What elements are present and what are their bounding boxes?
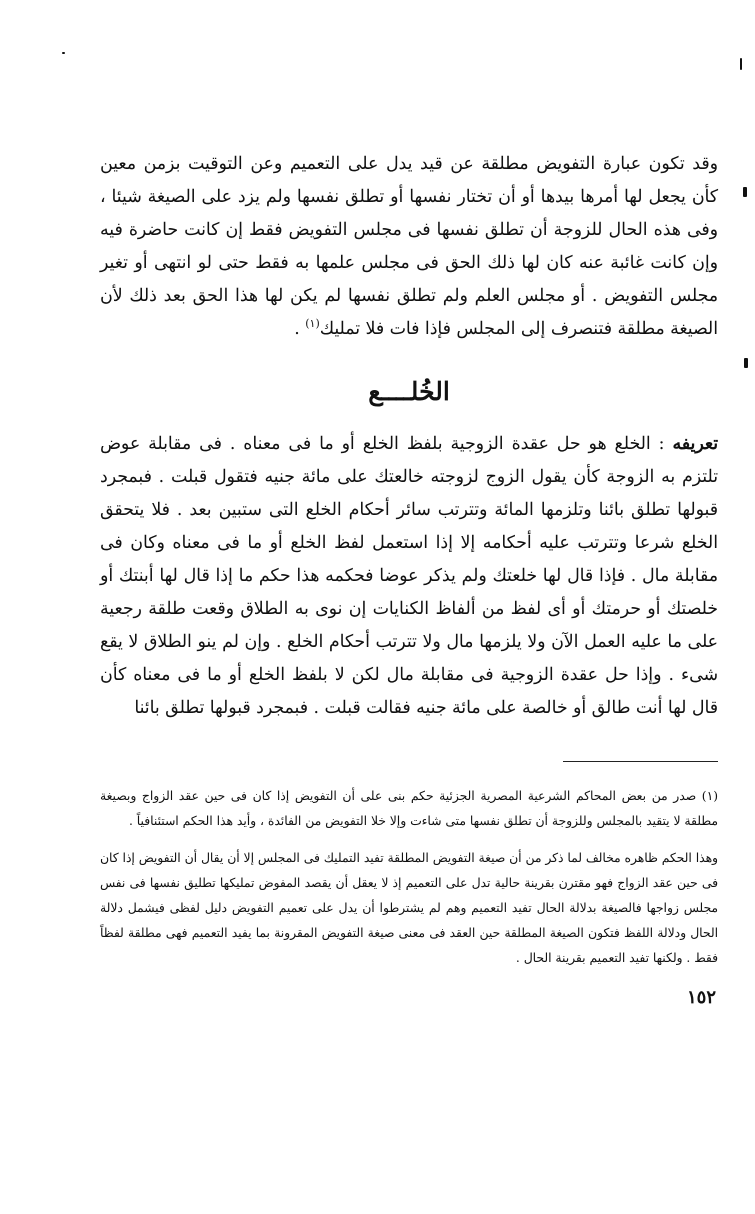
paragraph-tafwid [100,148,718,346]
footnote-reference: (١) [305,317,320,331]
paragraph-tafwid-text: وقد تكون عبارة التفويض مطلقة عن قيد يدل على التعميم وعن التوقيت بزمن معين كأن يجعل لها أمرها بيدها أو أن تختار نفسها أو تطلق نفسها ولم يزد على الصيغة شيئا ، وفى هذه الحال للزوجة أن تطلق نفسها فى مجلس التفويض فقط إن كانت حاضرة فيه وإن كانت غائبة عنه كان لها ذلك الحق فى مجلس علمها به فقط حتى لو انتهى أو تغير مجلس التفويض . أو مجلس العلم ولم تطلق نفسها لم يكن لها هذا الحق بعد ذلك لأن الصيغة مطلقة فتنصرف إلى المجلس فإذا فات فلا تمليك [100,154,718,339]
scan-mark-right-2 [743,187,747,197]
paragraph-definition-text: : الخلع هو حل عقدة الزوجية بلفظ الخلع أو ما فى معناه . فى مقابلة عوض تلتزم به الزوجة كأن يقول الزوج لزوجته خالعتك على مائة جنيه فتقول قبلت . فبمجرد قبولها تطلق بائنا وتلزمها المائة وتترتب سائر أحكام الخلع التى ستبين بعد . فلا يتحقق الخلع شرعا وتترتب عليه أحكامه إلا إذا استعمل لفظ الخلع أو ما فى معناه وكان فى مقابلة مال . فإذا قال لها خلعتك ولم يذكر عوضا فحكمه هذا حكم ما إذا قال لها أبنتك أو خلصتك أو حرمتك أو أى لفظ من ألفاظ الكنايات إن نوى به الطلاق وقعت طلقة رجعية على ما عليه العمل الآن ولا يلزمها مال ولا تترتب أحكام الخلع . وإن لم ينو الطلاق لا يقع شىء . وإذا حل عقدة الزوجية فى مقابلة مال لكن لا بلفظ الخلع أو ما فى معناه كأن قال لها أنت طالق أو خالصة على مائة جنيه فقالت قبلت . فبمجرد قبولها تطلق بائنا [100,434,718,718]
scan-mark-top [62,52,65,54]
paragraph-tafwid-end: . [294,319,306,339]
definition-term: تعريفه [672,434,718,454]
page-number: ١٥٢ [686,987,716,1008]
footnote-divider [563,761,718,762]
scan-mark-right-1 [740,58,742,70]
section-heading: الخُلــــع [368,377,450,406]
document-page [100,148,718,1008]
paragraph-definition [100,428,718,725]
footnote-1: (١) صدر من بعض المحاكم الشرعية المصرية الجزئية حكم بنى على أن التفويض إذا كان فى حين عقد الزواج وبصيغة مطلقة لا يتقيد بالمجلس وللزوجة أن تطلق نفسها متى شاءت وإلا خلا التفويض من الفائدة ، وأيد هذا الحكم استئنافياً . [100,789,718,828]
scan-mark-right-3 [744,358,748,368]
footnote-1-continuation: وهذا الحكم ظاهره مخالف لما ذكر من أن صيغة التفويض المطلقة تفيد التمليك فى المجلس إلا أن يقال أن التفويض إذا كان فى حين عقد الزواج فهو مقترن بقرينة حالية تدل على التعميم إذ لا يعقل أن يقصد المفوض تمليكها تطليق نفسها فى نفس مجلس زواجها فالصيغة بدلالة الحال تفيد التعميم وهم لم يشترطوا أن يدل على تعميم التفويض دليل لفظى فيشمل دلالة الحال ودلالة اللفظ فتكون الصيغة المطلقة حين العقد فى معنى صيغة التفويض المقرونة بما يفيد التعميم فهى مطلقة لفظاً فقط . ولكنها تفيد التعميم بقرينة الحال . [100,851,718,965]
